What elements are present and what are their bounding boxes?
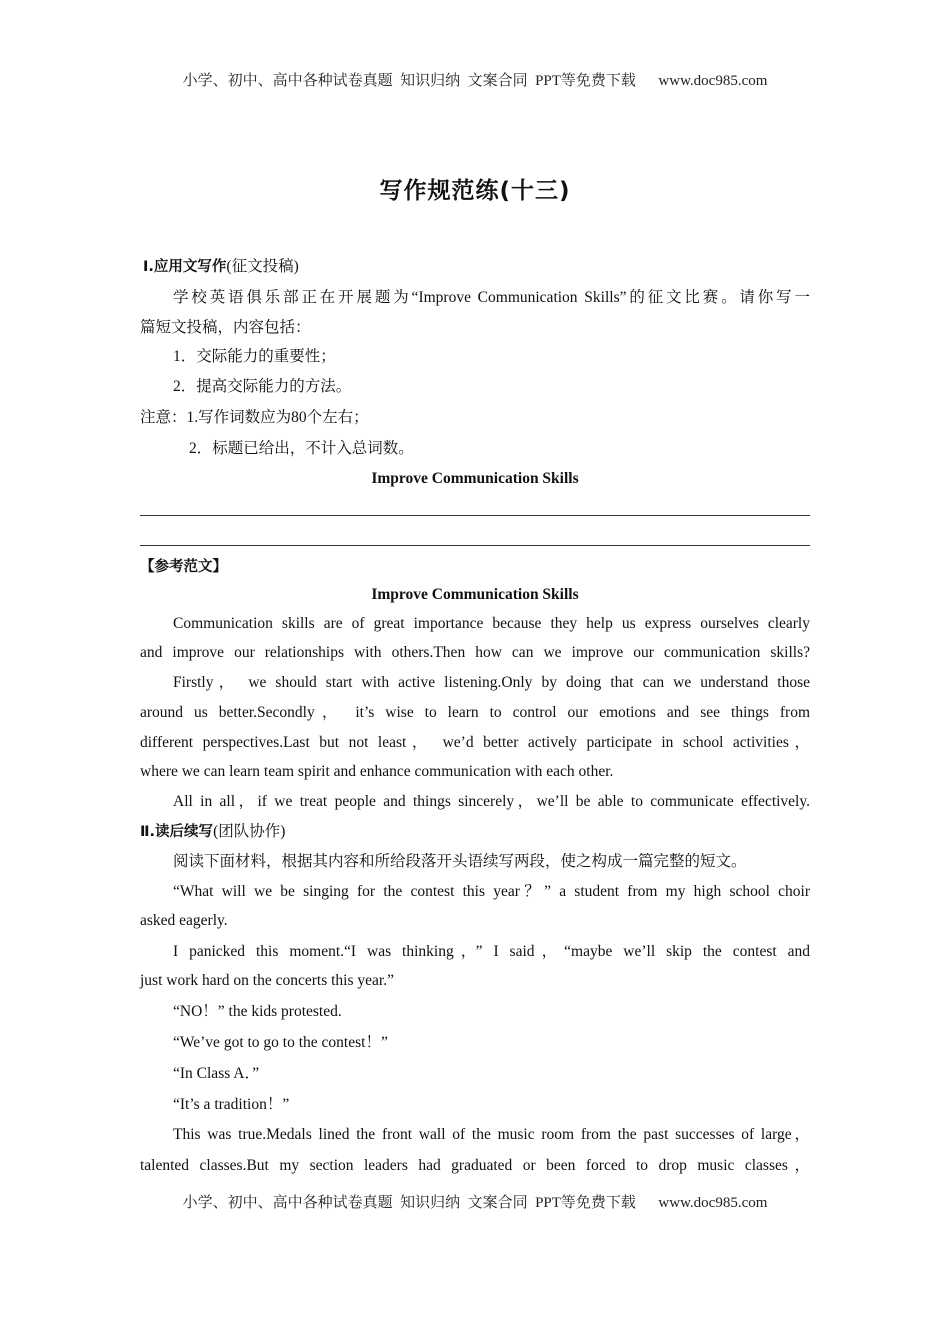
answer-line-1 [140,515,810,516]
reference-line: and improve our relationships with others.Then how can we improve our communication skills? [140,644,810,661]
section2-line: asked eagerly. [140,912,228,929]
section1-note2: 2．标题已给出，不计入总词数。 [189,440,414,457]
section1-prompt-line2: 篇短文投稿，内容包括： [140,319,311,336]
reference-line: All in all，if we treat people and things sincerely，we’ll be able to communicate effectively. [173,793,810,810]
section2-heading [140,822,810,842]
reference-line: Communication skills are of great importance because they help us express ourselves clearly [173,615,810,632]
reference-title: Improve Communication Skills [371,586,579,603]
section2-line: “It’s a tradition！” [173,1096,290,1113]
section2-line: This was true.Medals lined the front wall of the music room from the past successes of large， [173,1126,810,1143]
page-header: 小学、初中、高中各种试卷真题 知识归纳 文案合同 PPT等免费下载 www.doc985.com [182,73,768,89]
page-title: 写作规范练(十三) [379,178,571,204]
page-footer: 小学、初中、高中各种试卷真题 知识归纳 文案合同 PPT等免费下载 www.doc985.com [182,1195,768,1211]
section1-prompt-line1: 学校英语俱乐部正在开展题为“Improve Communication Skills”的征文比赛。请你写一 [173,289,810,306]
section2-line: “We’ve got to go to the contest！” [173,1034,388,1051]
section2-line: “What will we be singing for the contest this year？” a student from my high school choir [173,883,810,900]
section2-heading-label: Ⅱ.读后续写 [140,824,214,840]
section2-line: “NO！” the kids protested. [173,1003,342,1020]
section1-heading [143,257,813,277]
section1-point2: 2．提高交际能力的方法。 [173,378,352,395]
section2-heading-sub: (团队协作) [213,823,286,840]
answer-line-2 [140,545,810,546]
reference-line: Firstly， we should start with active listening.Only by doing that can we understand those [173,674,810,691]
section1-essay-title: Improve Communication Skills [371,470,579,487]
section2-line: “In Class A．” [173,1065,260,1082]
section1-point1: 1．交际能力的重要性； [173,348,336,365]
section2-line: talented classes.But my section leaders had graduated or been forced to drop music classes， [140,1157,810,1174]
reference-line: different perspectives.Last but not least， we’d better actively participate in school activities， [140,734,810,751]
section2-line: I panicked this moment.“I was thinking，” I said，“maybe we’ll skip the contest and [173,943,810,960]
section2-line: just work hard on the concerts this year.” [140,972,394,989]
section1-heading-label: Ⅰ.应用文写作 [143,259,227,275]
reference-label: 【参考范文】 [140,559,227,575]
section1-note1: 注意：1.写作词数应为80个左右； [140,409,369,426]
reference-line: where we can learn team spirit and enhance communication with each other. [140,763,614,780]
section2-line: 阅读下面材料，根据其内容和所给段落开头语续写两段，使之构成一篇完整的短文。 [173,853,747,870]
section1-heading-sub: (征文投稿) [226,258,299,275]
reference-line: around us better.Secondly， it’s wise to learn to control our emotions and see things from [140,704,810,721]
